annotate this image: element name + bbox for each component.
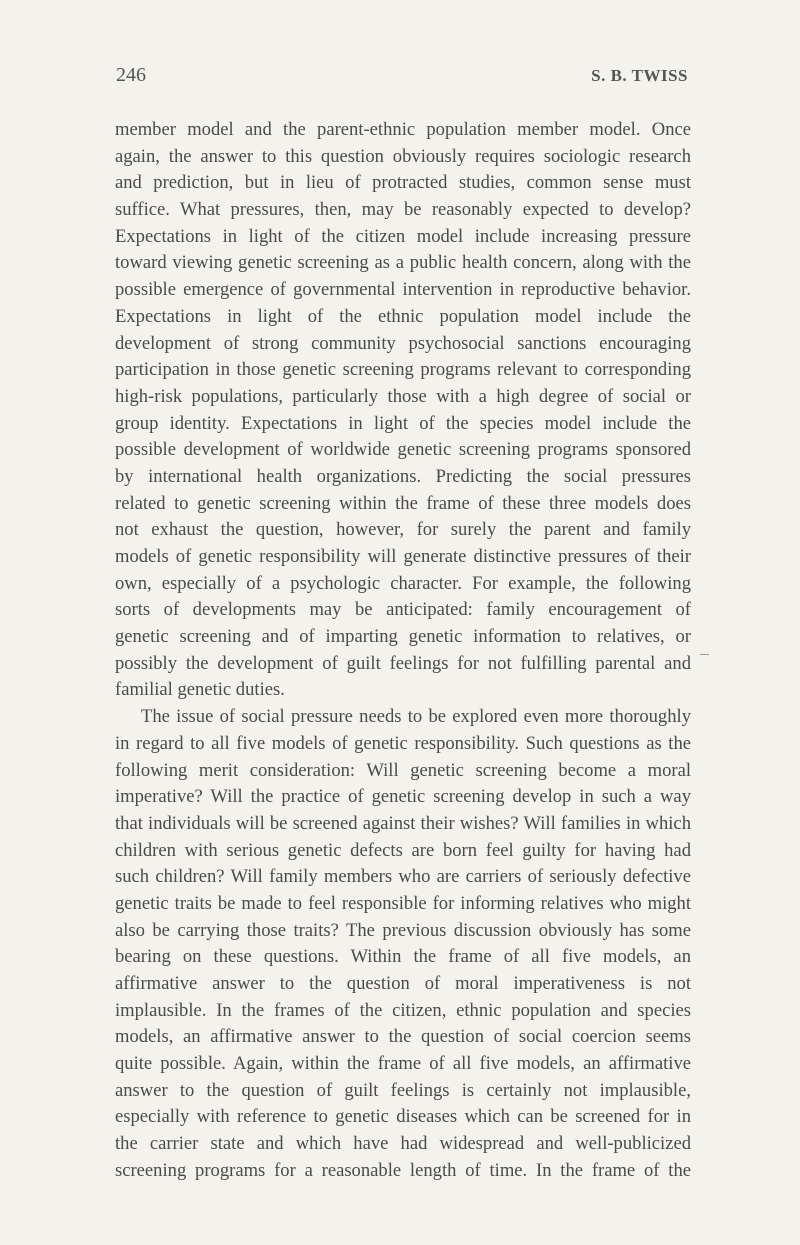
text-line: screening programs for a reasonable length of time. In the frame of the [115, 1159, 691, 1181]
text-line: again, the answer to this question obviously requires sociologic research [115, 145, 691, 167]
text-line: also be carrying those traits? The previous discussion obviously has some [115, 919, 691, 941]
text-line: following merit consideration: Will genetic screening become a moral [115, 759, 691, 781]
margin-mark [700, 654, 709, 655]
running-head-author: S. B. TWISS [591, 66, 688, 85]
running-head [116, 64, 688, 90]
body-text [115, 117, 691, 1185]
text-line: in regard to all five models of genetic responsibility. Such questions as the [115, 732, 691, 754]
text-line: related to genetic screening within the frame of these three models does [115, 492, 691, 514]
text-line: group identity. Expectations in light of the species model include the [115, 412, 691, 434]
page-number: 246 [116, 64, 146, 86]
text-line: possible development of worldwide genetic screening programs sponsored [115, 439, 691, 461]
text-line: member model and the parent-ethnic population member model. Once [115, 119, 691, 140]
text-line: bearing on these questions. Within the frame of all five models, an [115, 946, 691, 968]
text-line: that individuals will be screened against their wishes? Will families in which [115, 812, 691, 834]
text-line: possibly the development of guilt feelings for not fulfilling parental and [115, 652, 691, 674]
paragraph-1 [115, 117, 691, 704]
text-line: possible emergence of governmental intervention in reproductive behavior. [115, 279, 691, 301]
text-line: affirmative answer to the question of moral imperativeness is not [115, 973, 691, 994]
text-line: high-risk populations, particularly those with a high degree of social or [115, 385, 691, 407]
text-line: sorts of developments may be anticipated: family encouragement of [115, 599, 691, 621]
text-line: implausible. In the frames of the citizen, ethnic population and species [115, 999, 691, 1021]
text-line: not exhaust the question, however, for surely the parent and family [115, 519, 691, 541]
text-line: the carrier state and which have had widespread and well-publicized [115, 1133, 691, 1155]
text-line: Expectations in light of the ethnic population model include the [115, 305, 691, 327]
text-line: own, especially of a psychologic character. For example, the following [115, 572, 691, 594]
paragraph-2 [115, 704, 691, 1184]
text-line: familial genetic duties. [115, 679, 285, 701]
text-line: and prediction, but in lieu of protracted studies, common sense must [115, 172, 691, 194]
text-line: by international health organizations. Predicting the social pressures [115, 465, 691, 487]
text-line: The issue of social pressure needs to be explored even more thoroughly [141, 706, 691, 728]
text-line: quite possible. Again, within the frame of all five models, an affirmative [115, 1053, 691, 1075]
text-line: models of genetic responsibility will generate distinctive pressures of their [115, 546, 691, 567]
text-line: especially with reference to genetic diseases which can be screened for in [115, 1106, 691, 1128]
text-line: Expectations in light of the citizen model include increasing pressure [115, 225, 691, 247]
text-line: development of strong community psychosocial sanctions encouraging [115, 332, 691, 354]
text-line: answer to the question of guilt feelings is certainly not implausible, [115, 1079, 691, 1101]
text-line: models, an affirmative answer to the question of social coercion seems [115, 1026, 691, 1048]
text-line: participation in those genetic screening programs relevant to corresponding [115, 359, 691, 381]
text-line: genetic traits be made to feel responsible for informing relatives who might [115, 892, 691, 914]
text-line: such children? Will family members who are carriers of seriously defective [115, 866, 691, 888]
text-line: children with serious genetic defects are born feel guilty for having had [115, 839, 691, 861]
text-line: suffice. What pressures, then, may be reasonably expected to develop? [115, 199, 691, 221]
text-line: toward viewing genetic screening as a public health concern, along with the [115, 252, 691, 274]
text-line: genetic screening and of imparting genetic information to relatives, or [115, 626, 691, 648]
text-line: imperative? Will the practice of genetic screening develop in such a way [115, 786, 691, 808]
